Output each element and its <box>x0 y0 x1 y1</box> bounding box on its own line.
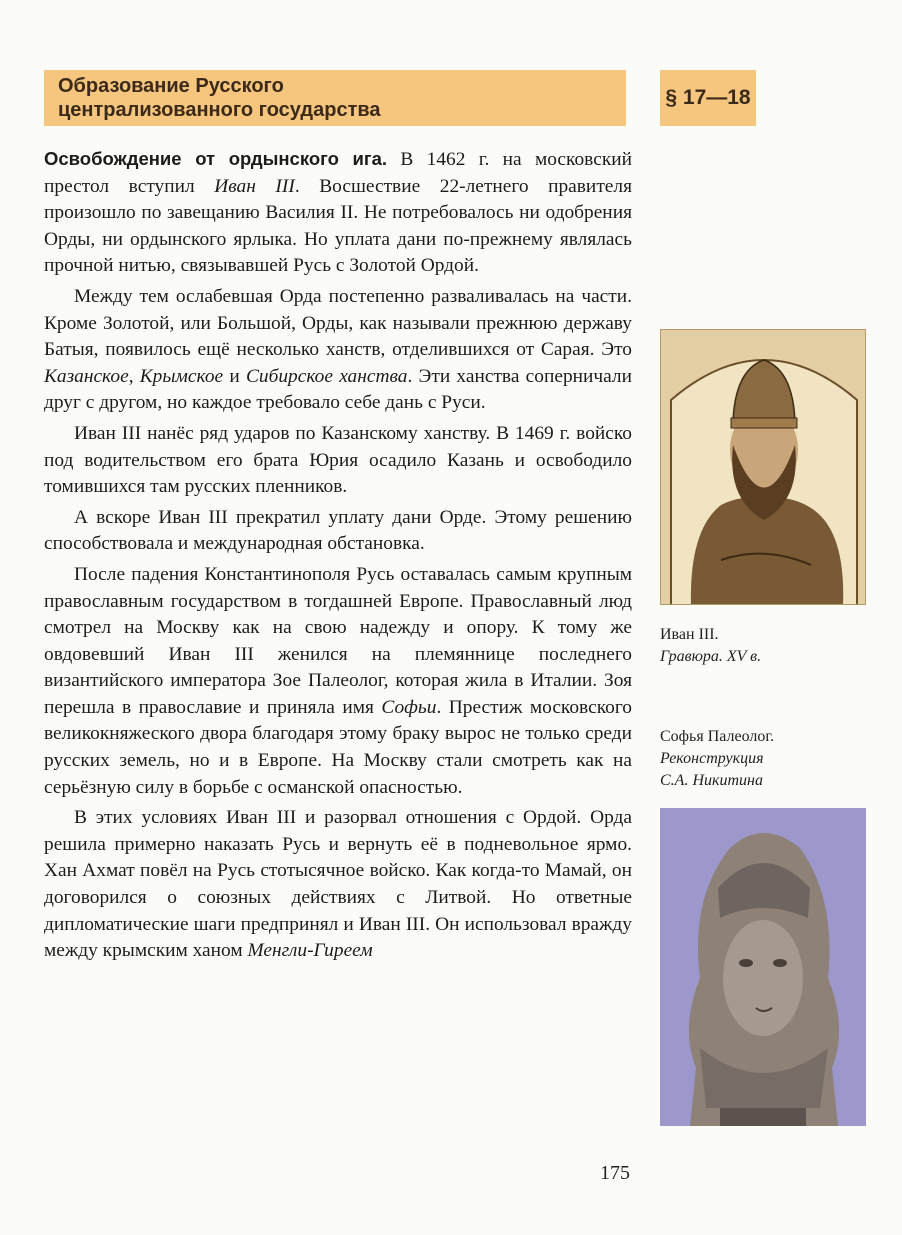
main-text <box>44 146 632 969</box>
text-run: , <box>128 365 140 387</box>
sofia-caption-title: Софья Палеолог. <box>660 728 775 745</box>
sofia-paleolog-reconstruction-image <box>660 808 866 1126</box>
text-run: После падения Константинополя Русь оставалась самым крупным православным государством в тогдашней Европе. Православный люд смотрел на Москву как на свою надежду и опору. К тому же овдовевший Иван III женился на племяннице последнего византийского императора Зое Палеолог, которая жила в Италии. Зоя перешла в православие и приняла имя <box>44 563 632 718</box>
ivan-engraving-illustration <box>661 330 866 605</box>
text-run: и <box>223 365 246 387</box>
chapter-title-line-1: Образование Русского <box>58 75 284 97</box>
sofia-caption-subtitle-2: С.А. Никитина <box>660 772 763 789</box>
term-siberia: Сибирское ханства <box>245 365 408 387</box>
paragraph-1 <box>44 146 632 280</box>
sofia-caption <box>660 726 880 792</box>
chapter-header <box>44 70 626 126</box>
text-run: . Восшествие 22-летнего правителя произошло по завещанию Василия II. Не потребовалось ни одобрения Орды, ни ордынского ярлыка. Но уплата дани по-прежнему являлась прочной нитью, связывавшей Русь с Золотой Ордой. <box>44 175 632 277</box>
paragraph-4: А вскоре Иван III прекратил уплату дани Орде. Этому решению способствовала и международная обстановка. <box>44 506 632 555</box>
sofia-bust-illustration <box>660 808 866 1126</box>
section-number-badge: § 17—18 <box>660 70 756 126</box>
chapter-title-line-2: централизованного государства <box>58 99 381 121</box>
ivan-caption-title: Иван III. <box>660 626 719 643</box>
ivan-iii-engraving-image <box>660 329 866 605</box>
text-run: . Престиж московского великокняжеского двора благодаря этому браку вырос не только среди русских земель, но и в Европе. На Москву стали смотреть как на серьёзную силу в борьбе с османской опасностью. <box>44 696 633 798</box>
paragraph-5 <box>44 562 632 801</box>
name-ivan-iii: Иван III <box>214 175 295 197</box>
text-run: В этих условиях Иван III и разорвал отношения с Ордой. Орда решила примерно наказать Русь и вернуть её в подневольное ярмо. Хан Ахмат повёл на Русь стотысячное войско. Как когда-то Мамай, он договорился о союзных действиях с Литвой. Но ответные дипломатические шаги предпринял и Иван III. Он использовал вражду между крымским ханом <box>44 807 632 962</box>
page-number: 175 <box>600 1162 630 1184</box>
name-sofia: Софьи <box>381 696 437 718</box>
name-mengli-girey: Менгли-Гиреем <box>247 940 373 962</box>
paragraph-2 <box>44 284 632 417</box>
text-run: Между тем ослабевшая Орда постепенно разваливалась на части. Кроме Золотой, или Большой, Орды, как называли прежнюю державу Батыя, появилось ещё несколько ханств, отделившихся от Сарая. Это <box>44 285 632 361</box>
paragraph-3: Иван III нанёс ряд ударов по Казанскому ханству. В 1469 г. войско под водительством его брата Юрия осадило Казань и освободило томившихся там русских пленников. <box>44 422 632 498</box>
paragraph-6 <box>44 805 632 965</box>
section-lead-heading: Освобождение от ордынского ига. <box>44 148 388 169</box>
ivan-caption <box>660 624 880 668</box>
text-run: В 1462 г. на московский престол вступил <box>44 149 632 197</box>
sofia-caption-subtitle-1: Реконструкция <box>660 750 764 767</box>
ivan-caption-subtitle: Гравюра. XV в. <box>660 648 762 665</box>
text-run: . Эти ханства соперничали друг с другом, но каждое требовало себе дань с Руси. <box>44 365 632 414</box>
term-kazan: Казанское <box>44 365 129 387</box>
term-crimea: Крымское <box>139 365 224 387</box>
